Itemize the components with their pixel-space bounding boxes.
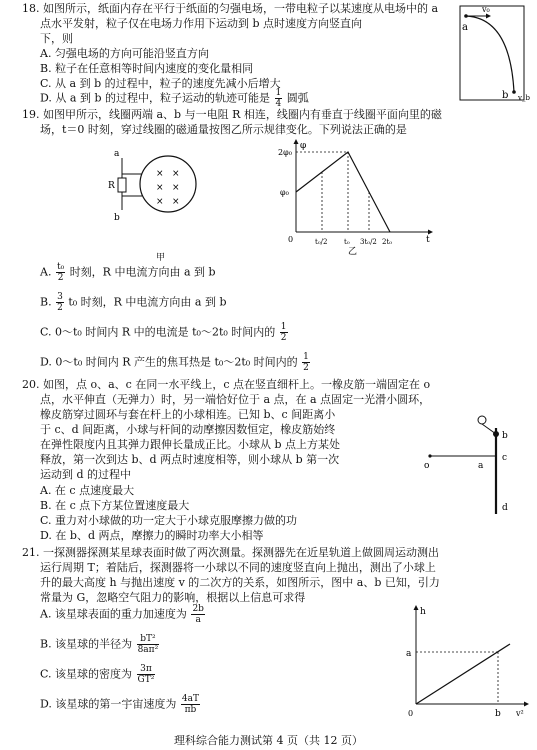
q21-line-1: 21. 一探测器探测某星球表面时做了两次测量。探测器先在近星轨道上做圆周运动测出 xyxy=(22,546,439,559)
q19-option-c: C. 0～t₀ 时间内 R 中的电流是 t₀～2t₀ 时间内的 $\frac{1}{2}$ xyxy=(40,322,287,343)
q18-option-d xyxy=(40,88,309,109)
svg-text:×: × xyxy=(156,169,164,179)
q19-tick-2: t₀ xyxy=(344,238,350,246)
q21-label-b: b xyxy=(495,709,501,719)
q18-point-b xyxy=(512,90,516,94)
q20-line-2: 点，水平伸直（无弹力）时，另一端恰好位于 a 点，在 a 点固定一光滑小圆环， xyxy=(40,393,431,406)
q20-label-o: o xyxy=(424,461,430,471)
q18-option-c: C. 从 a 到 b 的过程中，粒子的速度先减小后增大 xyxy=(40,77,281,90)
q20-label-d: d xyxy=(502,503,508,513)
q21-line-3: 升的最大高度 h 与抛出速度 v 的二次方的关系，如图所示，图中 a、b 已知，引力 xyxy=(40,576,440,589)
q18-field-box xyxy=(460,6,524,100)
q20-figure xyxy=(420,410,530,520)
q19-figure-jia xyxy=(108,138,218,268)
svg-text:×: × xyxy=(156,197,164,207)
q19-axis-phi: φ xyxy=(300,141,307,151)
q18-option-a: A. 匀强电场的方向可能沿竖直方向 xyxy=(40,47,209,60)
q19-label-2phi0: 2φ₀ xyxy=(278,148,292,157)
q20-label-a: a xyxy=(478,461,484,471)
q18-line-1: 18. 如图所示，纸面内存在平行于纸面的匀强电场，一带电粒子以某速度从电场中的 a xyxy=(22,2,439,15)
q19-label-R: R xyxy=(108,181,115,191)
q20-label-b: b xyxy=(502,431,508,441)
q21-option-d: D. 该星球的第一宇宙速度为 $\frac{4aT}{\pi b}$ xyxy=(40,694,200,715)
q18-line-2: 点水平发射，粒子仅在电场力作用下运动到 b 点时速度方向竖直向 xyxy=(40,17,363,30)
q21-option-c: C. 该星球的密度为 $\frac{3\pi}{\text{GT²}}$ xyxy=(40,664,155,685)
page-footer: 理科综合能力测试第 4 页（共 12 页） xyxy=(174,734,363,747)
q19-label-phi0: φ₀ xyxy=(280,188,289,197)
q19-tick-3: 3t₀/2 xyxy=(360,238,377,246)
q21-figure xyxy=(402,604,532,722)
q20-ring xyxy=(478,416,486,424)
q20-line-1: 20. 如图，点 o、a、c 在同一水平线上，c 点在竖直细杆上。一橡皮筋一端固定在 o xyxy=(22,378,431,391)
q19-line-1: 19. 如图甲所示，线圈两端 a、b 与一电阻 R 相连，线圈内有垂直于线圈平面向里的磁 xyxy=(22,108,442,121)
q21-label-a: a xyxy=(406,649,412,659)
q19-label-jia: 甲 xyxy=(156,253,166,263)
q19-label-b: b xyxy=(114,213,120,223)
q19-option-a: A. $\frac{\text{t₀}}{2}$ 时刻，R 中电流方向由 a 到 b xyxy=(40,262,216,283)
q19-coil xyxy=(140,156,196,212)
q21-origin: 0 xyxy=(408,709,414,718)
q21-line-2: 运行周期 T；着陆后，探测器将一小球以不同的速度竖直向上抛出，测出了小球上 xyxy=(40,561,436,574)
q20-option-d: D. 在 b、d 两点，摩擦力的瞬时功率大小相等 xyxy=(40,529,264,542)
q18-label-a: a xyxy=(462,22,468,33)
q19-figure-yi xyxy=(278,138,438,257)
q20-option-a: A. 在 c 点速度最大 xyxy=(40,484,135,497)
q19-option-b: B. $\frac{3}{2}$ t₀ 时刻，R 中电流方向由 a 到 b xyxy=(40,292,227,313)
svg-text:×: × xyxy=(156,183,164,193)
q18-figure xyxy=(452,0,532,104)
q18-line-3: 下，则 xyxy=(40,32,73,45)
svg-text:×: × xyxy=(172,183,180,193)
q21-option-a: A. 该星球表面的重力加速度为 $\frac{2b}{a}$ xyxy=(40,604,204,625)
q19-resistor xyxy=(118,178,126,192)
q20-line-5: 在弹性限度内且其弹力跟伸长量成正比。小球从 b 点上方某处 xyxy=(40,438,341,451)
q21-line-4: 常量为 G，忽略空气阻力的影响，根据以上信息可求得 xyxy=(40,591,306,604)
svg-text:×: × xyxy=(172,169,180,179)
q18-label-v0: v₀ xyxy=(482,5,490,14)
q21-axis-h: h xyxy=(420,607,426,617)
q19-axis-t: t xyxy=(426,235,430,245)
q19-label-a: a xyxy=(114,149,120,159)
q20-line-4: 于 c、d 间距离，小球与杆间的动摩擦因数恒定，橡皮筋始终 xyxy=(40,423,336,436)
q20-ball xyxy=(493,431,499,437)
q19-line-2: 场，t＝0 时刻，穿过线圈的磁通量按图乙所示规律变化。下列说法正确的是 xyxy=(40,123,407,136)
q18-trajectory xyxy=(466,16,514,92)
q21-axis-v2: v² xyxy=(516,709,524,718)
q20-line-7: 运动到 d 的过程中 xyxy=(40,468,132,481)
q20-label-c: c xyxy=(502,453,508,463)
q18-optd-pre: D. 从 a 到 b 的过程中，粒子运动的轨迹可能是 xyxy=(40,91,271,105)
q19-origin: 0 xyxy=(288,235,294,244)
q19-phi-line xyxy=(296,152,390,232)
q20-line-6: 释放，第一次到达 b、d 两点时速度相等，则小球从 b 第一次 xyxy=(40,453,340,466)
q20-option-c: C. 重力对小球做的功一定大于小球克服摩擦力做的功 xyxy=(40,514,298,527)
q19-tick-1: t₀/2 xyxy=(315,238,328,246)
q21-h-line xyxy=(416,644,510,704)
q20-option-b: B. 在 c 点下方某位置速度最大 xyxy=(40,499,190,512)
q19-tick-4: 2t₀ xyxy=(382,238,393,246)
q18-option-b: B. 粒子在任意相等时间内速度的变化量相同 xyxy=(40,62,254,75)
q18-optd-fraction: $\frac{1}{4}$ xyxy=(275,88,282,109)
q18-label-vb: v_b xyxy=(518,94,530,102)
svg-text:×: × xyxy=(172,197,180,207)
q19-label-yi: 乙 xyxy=(348,247,358,257)
q20-line-3: 橡皮筋穿过圆环与套在杆上的小球相连。已知 b、c 间距离小 xyxy=(40,408,336,421)
q19-option-d: D. 0～t₀ 时间内 R 产生的焦耳热是 t₀～2t₀ 时间内的 $\frac{1}{2}$ xyxy=(40,352,309,373)
q18-label-b: b xyxy=(502,90,509,101)
q18-optd-post: 圆弧 xyxy=(286,91,309,105)
q21-option-b: B. 该星球的半径为 $\frac{\text{bT²}}{\text{8aπ²}}$ xyxy=(40,634,159,655)
